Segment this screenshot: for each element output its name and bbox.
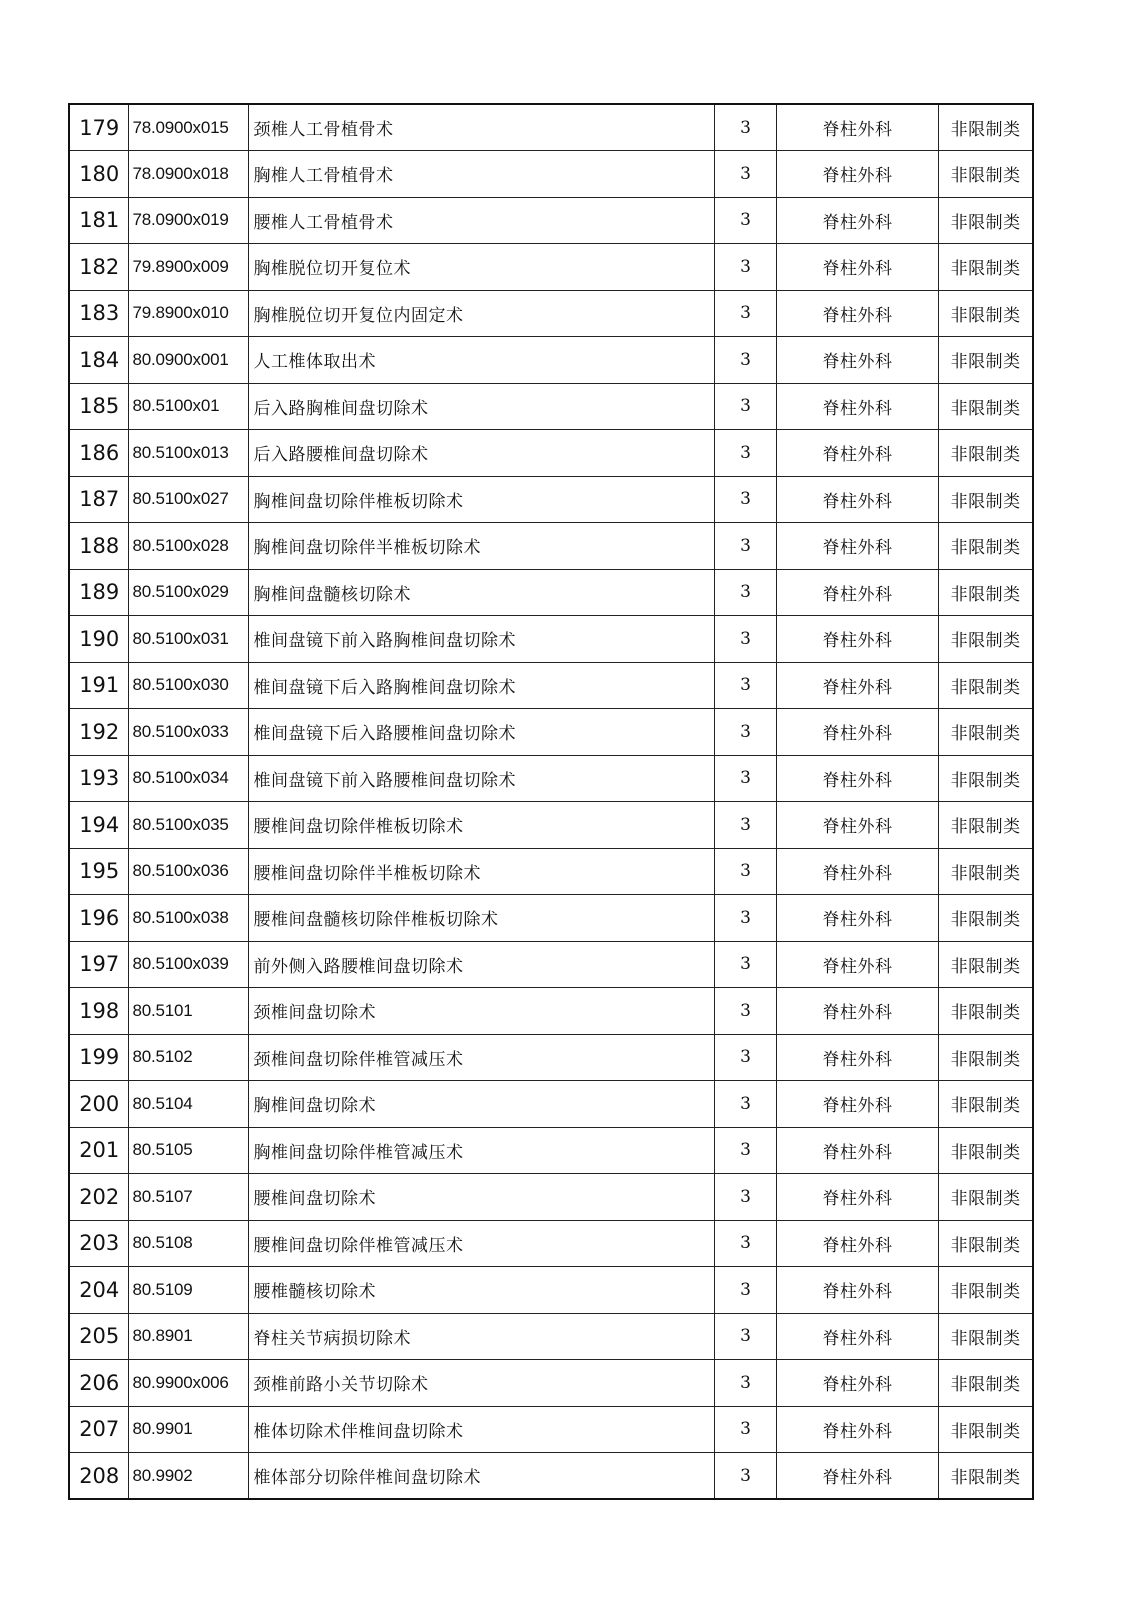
table-row [69,430,1033,477]
restriction-category-cell: 非限制类 [939,569,1033,616]
procedure-level-cell: 3 [715,1313,777,1360]
procedure-name-cell: 颈椎人工骨植骨术 [249,104,715,151]
procedure-code-cell: 78.0900x015 [129,104,249,151]
department-cell: 脊柱外科 [776,430,938,477]
department-cell: 脊柱外科 [776,290,938,337]
department-cell: 脊柱外科 [776,848,938,895]
restriction-category-cell: 非限制类 [939,1220,1033,1267]
table-row [69,383,1033,430]
department-cell: 脊柱外科 [776,802,938,849]
row-number-cell: 192 [69,709,129,756]
restriction-category-cell: 非限制类 [939,1174,1033,1221]
department-cell: 脊柱外科 [776,197,938,244]
procedure-name-cell: 脊柱关节病损切除术 [249,1313,715,1360]
procedure-code-cell: 80.0900x001 [129,337,249,384]
procedure-name-cell: 椎体切除术伴椎间盘切除术 [249,1406,715,1453]
procedure-table-body [69,104,1033,1499]
procedure-code-cell: 78.0900x018 [129,151,249,198]
procedure-name-cell: 腰椎间盘髓核切除伴椎板切除术 [249,895,715,942]
table-row [69,569,1033,616]
table-row [69,1174,1033,1221]
restriction-category-cell: 非限制类 [939,383,1033,430]
row-number-cell: 186 [69,430,129,477]
table-row [69,1453,1033,1500]
procedure-name-cell: 椎间盘镜下后入路腰椎间盘切除术 [249,709,715,756]
department-cell: 脊柱外科 [776,1034,938,1081]
row-number-cell: 187 [69,476,129,523]
procedure-name-cell: 椎间盘镜下后入路胸椎间盘切除术 [249,662,715,709]
procedure-name-cell: 胸椎脱位切开复位内固定术 [249,290,715,337]
procedure-code-cell: 79.8900x009 [129,244,249,291]
procedure-level-cell: 3 [715,104,777,151]
restriction-category-cell: 非限制类 [939,1453,1033,1500]
row-number-cell: 193 [69,755,129,802]
procedure-level-cell: 3 [715,1034,777,1081]
table-row [69,848,1033,895]
procedure-table [68,103,1034,1500]
row-number-cell: 183 [69,290,129,337]
restriction-category-cell: 非限制类 [939,802,1033,849]
procedure-level-cell: 3 [715,1220,777,1267]
restriction-category-cell: 非限制类 [939,1127,1033,1174]
procedure-code-cell: 80.5109 [129,1267,249,1314]
table-row [69,244,1033,291]
procedure-name-cell: 人工椎体取出术 [249,337,715,384]
procedure-name-cell: 腰椎间盘切除伴椎板切除术 [249,802,715,849]
department-cell: 脊柱外科 [776,476,938,523]
department-cell: 脊柱外科 [776,383,938,430]
row-number-cell: 202 [69,1174,129,1221]
procedure-code-cell: 80.5100x036 [129,848,249,895]
procedure-name-cell: 椎间盘镜下前入路腰椎间盘切除术 [249,755,715,802]
row-number-cell: 199 [69,1034,129,1081]
restriction-category-cell: 非限制类 [939,337,1033,384]
table-row [69,337,1033,384]
restriction-category-cell: 非限制类 [939,1034,1033,1081]
procedure-level-cell: 3 [715,244,777,291]
restriction-category-cell: 非限制类 [939,523,1033,570]
department-cell: 脊柱外科 [776,662,938,709]
restriction-category-cell: 非限制类 [939,197,1033,244]
procedure-name-cell: 胸椎脱位切开复位术 [249,244,715,291]
restriction-category-cell: 非限制类 [939,430,1033,477]
procedure-level-cell: 3 [715,197,777,244]
procedure-level-cell: 3 [715,430,777,477]
procedure-level-cell: 3 [715,1127,777,1174]
restriction-category-cell: 非限制类 [939,476,1033,523]
procedure-name-cell: 胸椎间盘切除伴椎管减压术 [249,1127,715,1174]
procedure-level-cell: 3 [715,616,777,663]
table-row [69,1081,1033,1128]
procedure-code-cell: 80.9901 [129,1406,249,1453]
table-row [69,662,1033,709]
procedure-level-cell: 3 [715,709,777,756]
procedure-name-cell: 腰椎间盘切除术 [249,1174,715,1221]
table-row [69,523,1033,570]
procedure-level-cell: 3 [715,941,777,988]
department-cell: 脊柱外科 [776,1174,938,1221]
procedure-name-cell: 椎体部分切除伴椎间盘切除术 [249,1453,715,1500]
procedure-name-cell: 后入路腰椎间盘切除术 [249,430,715,477]
restriction-category-cell: 非限制类 [939,1406,1033,1453]
procedure-level-cell: 3 [715,802,777,849]
restriction-category-cell: 非限制类 [939,290,1033,337]
procedure-level-cell: 3 [715,662,777,709]
procedure-code-cell: 80.5100x031 [129,616,249,663]
row-number-cell: 190 [69,616,129,663]
department-cell: 脊柱外科 [776,895,938,942]
row-number-cell: 208 [69,1453,129,1500]
row-number-cell: 184 [69,337,129,384]
table-row [69,1313,1033,1360]
procedure-name-cell: 胸椎人工骨植骨术 [249,151,715,198]
table-row [69,709,1033,756]
procedure-name-cell: 胸椎间盘髓核切除术 [249,569,715,616]
procedure-code-cell: 80.5100x013 [129,430,249,477]
procedure-name-cell: 椎间盘镜下前入路胸椎间盘切除术 [249,616,715,663]
department-cell: 脊柱外科 [776,151,938,198]
procedure-level-cell: 3 [715,151,777,198]
row-number-cell: 200 [69,1081,129,1128]
procedure-level-cell: 3 [715,1406,777,1453]
row-number-cell: 206 [69,1360,129,1407]
procedure-name-cell: 后入路胸椎间盘切除术 [249,383,715,430]
procedure-name-cell: 前外侧入路腰椎间盘切除术 [249,941,715,988]
procedure-name-cell: 颈椎间盘切除伴椎管减压术 [249,1034,715,1081]
table-row [69,802,1033,849]
procedure-level-cell: 3 [715,476,777,523]
department-cell: 脊柱外科 [776,1313,938,1360]
department-cell: 脊柱外科 [776,755,938,802]
procedure-name-cell: 腰椎人工骨植骨术 [249,197,715,244]
procedure-code-cell: 80.9900x006 [129,1360,249,1407]
procedure-code-cell: 80.5100x028 [129,523,249,570]
row-number-cell: 185 [69,383,129,430]
department-cell: 脊柱外科 [776,337,938,384]
table-row [69,290,1033,337]
procedure-code-cell: 80.5108 [129,1220,249,1267]
restriction-category-cell: 非限制类 [939,709,1033,756]
row-number-cell: 180 [69,151,129,198]
department-cell: 脊柱外科 [776,569,938,616]
table-row [69,1406,1033,1453]
department-cell: 脊柱外科 [776,104,938,151]
table-row [69,988,1033,1035]
procedure-level-cell: 3 [715,569,777,616]
restriction-category-cell: 非限制类 [939,988,1033,1035]
table-row [69,1360,1033,1407]
table-row [69,1220,1033,1267]
restriction-category-cell: 非限制类 [939,616,1033,663]
table-row [69,1034,1033,1081]
department-cell: 脊柱外科 [776,1360,938,1407]
row-number-cell: 179 [69,104,129,151]
procedure-level-cell: 3 [715,755,777,802]
restriction-category-cell: 非限制类 [939,1360,1033,1407]
restriction-category-cell: 非限制类 [939,1267,1033,1314]
row-number-cell: 196 [69,895,129,942]
table-row [69,476,1033,523]
department-cell: 脊柱外科 [776,1406,938,1453]
procedure-code-cell: 80.5100x039 [129,941,249,988]
procedure-code-cell: 80.5100x030 [129,662,249,709]
procedure-name-cell: 胸椎间盘切除术 [249,1081,715,1128]
restriction-category-cell: 非限制类 [939,104,1033,151]
department-cell: 脊柱外科 [776,709,938,756]
department-cell: 脊柱外科 [776,1267,938,1314]
procedure-name-cell: 腰椎间盘切除伴椎管减压术 [249,1220,715,1267]
row-number-cell: 204 [69,1267,129,1314]
procedure-code-cell: 80.5100x038 [129,895,249,942]
procedure-level-cell: 3 [715,1267,777,1314]
procedure-name-cell: 胸椎间盘切除伴半椎板切除术 [249,523,715,570]
procedure-code-cell: 80.9902 [129,1453,249,1500]
department-cell: 脊柱外科 [776,1127,938,1174]
restriction-category-cell: 非限制类 [939,151,1033,198]
department-cell: 脊柱外科 [776,244,938,291]
procedure-level-cell: 3 [715,1174,777,1221]
department-cell: 脊柱外科 [776,988,938,1035]
restriction-category-cell: 非限制类 [939,662,1033,709]
procedure-code-cell: 80.5100x034 [129,755,249,802]
procedure-level-cell: 3 [715,1453,777,1500]
row-number-cell: 182 [69,244,129,291]
row-number-cell: 191 [69,662,129,709]
procedure-code-cell: 79.8900x010 [129,290,249,337]
procedure-code-cell: 80.5105 [129,1127,249,1174]
procedure-name-cell: 颈椎前路小关节切除术 [249,1360,715,1407]
procedure-code-cell: 80.5100x035 [129,802,249,849]
table-row [69,755,1033,802]
procedure-name-cell: 腰椎髓核切除术 [249,1267,715,1314]
restriction-category-cell: 非限制类 [939,1081,1033,1128]
procedure-level-cell: 3 [715,290,777,337]
procedure-level-cell: 3 [715,1360,777,1407]
restriction-category-cell: 非限制类 [939,244,1033,291]
procedure-code-cell: 78.0900x019 [129,197,249,244]
table-row [69,151,1033,198]
table-row [69,104,1033,151]
department-cell: 脊柱外科 [776,1220,938,1267]
procedure-code-cell: 80.5100x01 [129,383,249,430]
row-number-cell: 181 [69,197,129,244]
department-cell: 脊柱外科 [776,616,938,663]
table-row [69,616,1033,663]
table-row [69,895,1033,942]
row-number-cell: 198 [69,988,129,1035]
procedure-code-cell: 80.5100x033 [129,709,249,756]
row-number-cell: 201 [69,1127,129,1174]
restriction-category-cell: 非限制类 [939,1313,1033,1360]
procedure-code-cell: 80.5100x029 [129,569,249,616]
procedure-code-cell: 80.8901 [129,1313,249,1360]
procedure-name-cell: 胸椎间盘切除伴椎板切除术 [249,476,715,523]
table-row [69,1267,1033,1314]
row-number-cell: 189 [69,569,129,616]
row-number-cell: 194 [69,802,129,849]
row-number-cell: 188 [69,523,129,570]
row-number-cell: 195 [69,848,129,895]
department-cell: 脊柱外科 [776,1081,938,1128]
department-cell: 脊柱外科 [776,1453,938,1500]
table-row [69,1127,1033,1174]
procedure-code-cell: 80.5104 [129,1081,249,1128]
procedure-level-cell: 3 [715,337,777,384]
procedure-name-cell: 腰椎间盘切除伴半椎板切除术 [249,848,715,895]
procedure-level-cell: 3 [715,848,777,895]
procedure-code-cell: 80.5101 [129,988,249,1035]
row-number-cell: 207 [69,1406,129,1453]
department-cell: 脊柱外科 [776,941,938,988]
table-row [69,197,1033,244]
procedure-name-cell: 颈椎间盘切除术 [249,988,715,1035]
procedure-level-cell: 3 [715,523,777,570]
row-number-cell: 203 [69,1220,129,1267]
restriction-category-cell: 非限制类 [939,848,1033,895]
row-number-cell: 205 [69,1313,129,1360]
department-cell: 脊柱外科 [776,523,938,570]
procedure-code-cell: 80.5107 [129,1174,249,1221]
restriction-category-cell: 非限制类 [939,895,1033,942]
procedure-level-cell: 3 [715,895,777,942]
procedure-code-cell: 80.5100x027 [129,476,249,523]
restriction-category-cell: 非限制类 [939,755,1033,802]
procedure-level-cell: 3 [715,383,777,430]
procedure-level-cell: 3 [715,1081,777,1128]
row-number-cell: 197 [69,941,129,988]
procedure-level-cell: 3 [715,988,777,1035]
restriction-category-cell: 非限制类 [939,941,1033,988]
procedure-code-cell: 80.5102 [129,1034,249,1081]
table-row [69,941,1033,988]
